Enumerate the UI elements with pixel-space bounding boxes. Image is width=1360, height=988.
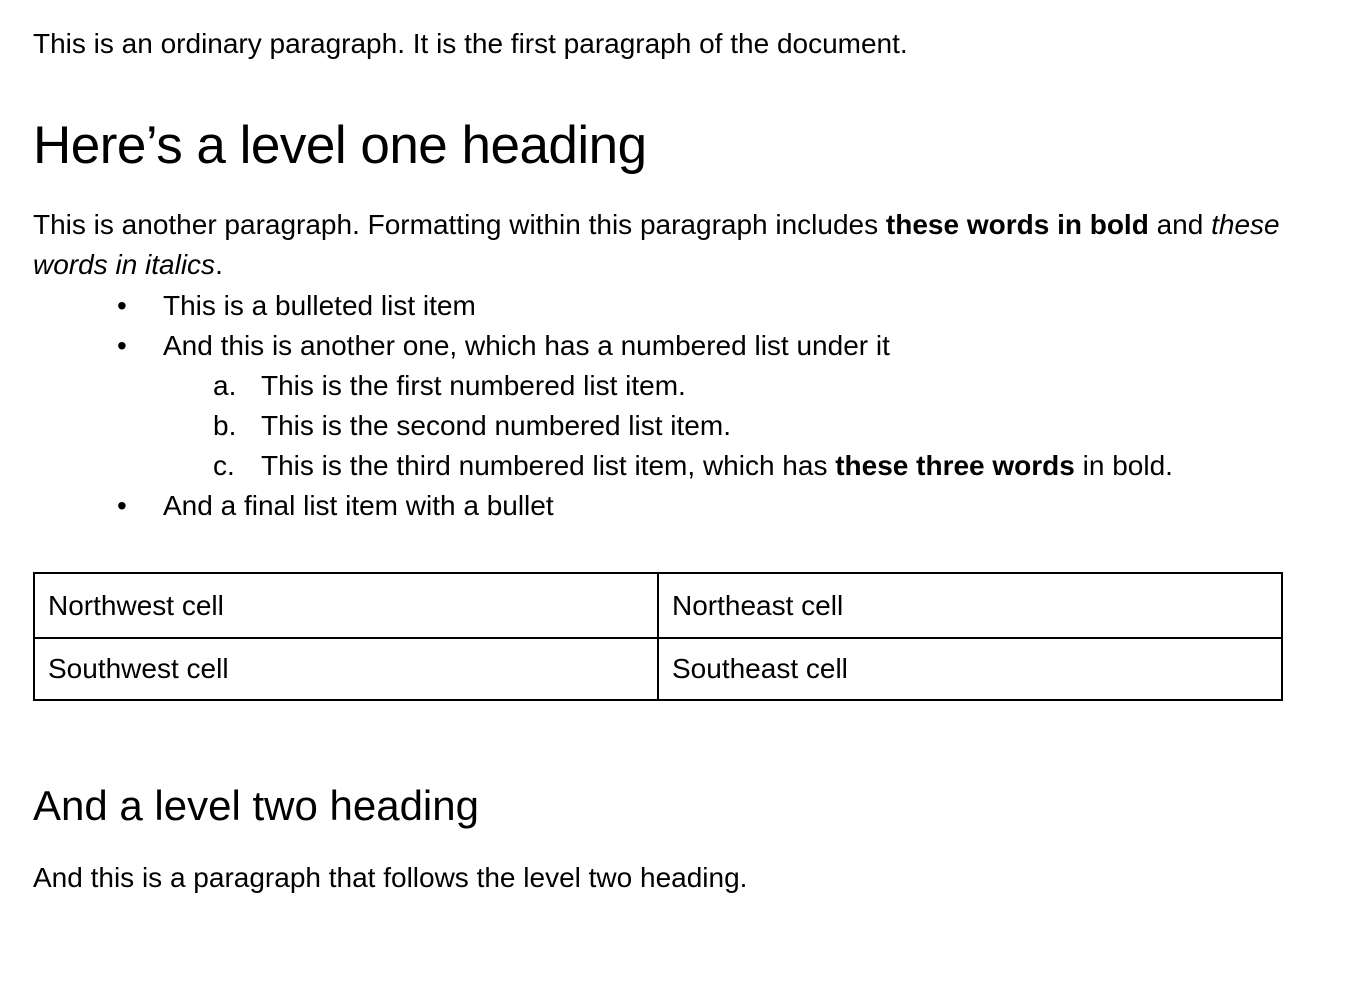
bullet-item-text: And this is another one, which has a numbered list under it	[163, 330, 890, 361]
document-list	[33, 286, 1330, 526]
table-row	[34, 573, 1282, 638]
bold-words: these words in bold	[885, 209, 1149, 240]
level-one-heading: Here’s a level one heading	[33, 116, 647, 175]
numbered-list-item	[33, 446, 1330, 486]
formatted-paragraph-lead: This is another paragraph. Formatting within this paragraph includes	[33, 209, 886, 240]
numbered-list-item	[33, 366, 1330, 406]
bold-three-words: these three words	[835, 450, 1075, 481]
numbered-list-item	[33, 406, 1330, 446]
numbered-item-text: This is the second numbered list item.	[261, 410, 731, 441]
bullet-item-text: This is a bulleted list item	[163, 290, 476, 321]
bullet-icon: •	[117, 290, 127, 321]
numbered-item-text: This is the first numbered list item.	[261, 370, 686, 401]
bullet-list-item	[33, 486, 1330, 526]
numbered-item-text	[261, 446, 1330, 486]
bullet-icon: •	[117, 490, 127, 521]
numbered-item-lead: This is the third numbered list item, which has	[261, 450, 836, 481]
level-two-heading: And a level two heading	[33, 782, 479, 829]
table-cell-southwest: Southwest cell	[34, 638, 658, 700]
intro-paragraph: This is an ordinary paragraph. It is the first paragraph of the document.	[33, 28, 908, 59]
italic-words: these words in italics	[33, 209, 1280, 280]
formatted-paragraph-tail: .	[215, 249, 223, 280]
two-by-two-table	[33, 572, 1283, 701]
bullet-icon: •	[117, 330, 127, 361]
bullet-list-item	[33, 286, 1330, 326]
bullet-list-item	[33, 326, 1330, 366]
bullet-item-text: And a final list item with a bullet	[163, 490, 554, 521]
formatted-paragraph	[33, 205, 1330, 285]
formatted-paragraph-mid: and	[1148, 209, 1212, 240]
table-cell-northeast: Northeast cell	[658, 573, 1282, 638]
closing-paragraph: And this is a paragraph that follows the level two heading.	[33, 862, 748, 893]
list-letter-label: a.	[213, 370, 237, 401]
list-letter-label: c.	[213, 450, 235, 481]
list-letter-label: b.	[213, 410, 237, 441]
table-cell-northwest: Northwest cell	[34, 573, 658, 638]
numbered-item-tail: in bold.	[1074, 450, 1173, 481]
table-cell-southeast: Southeast cell	[658, 638, 1282, 700]
table-row	[34, 638, 1282, 700]
